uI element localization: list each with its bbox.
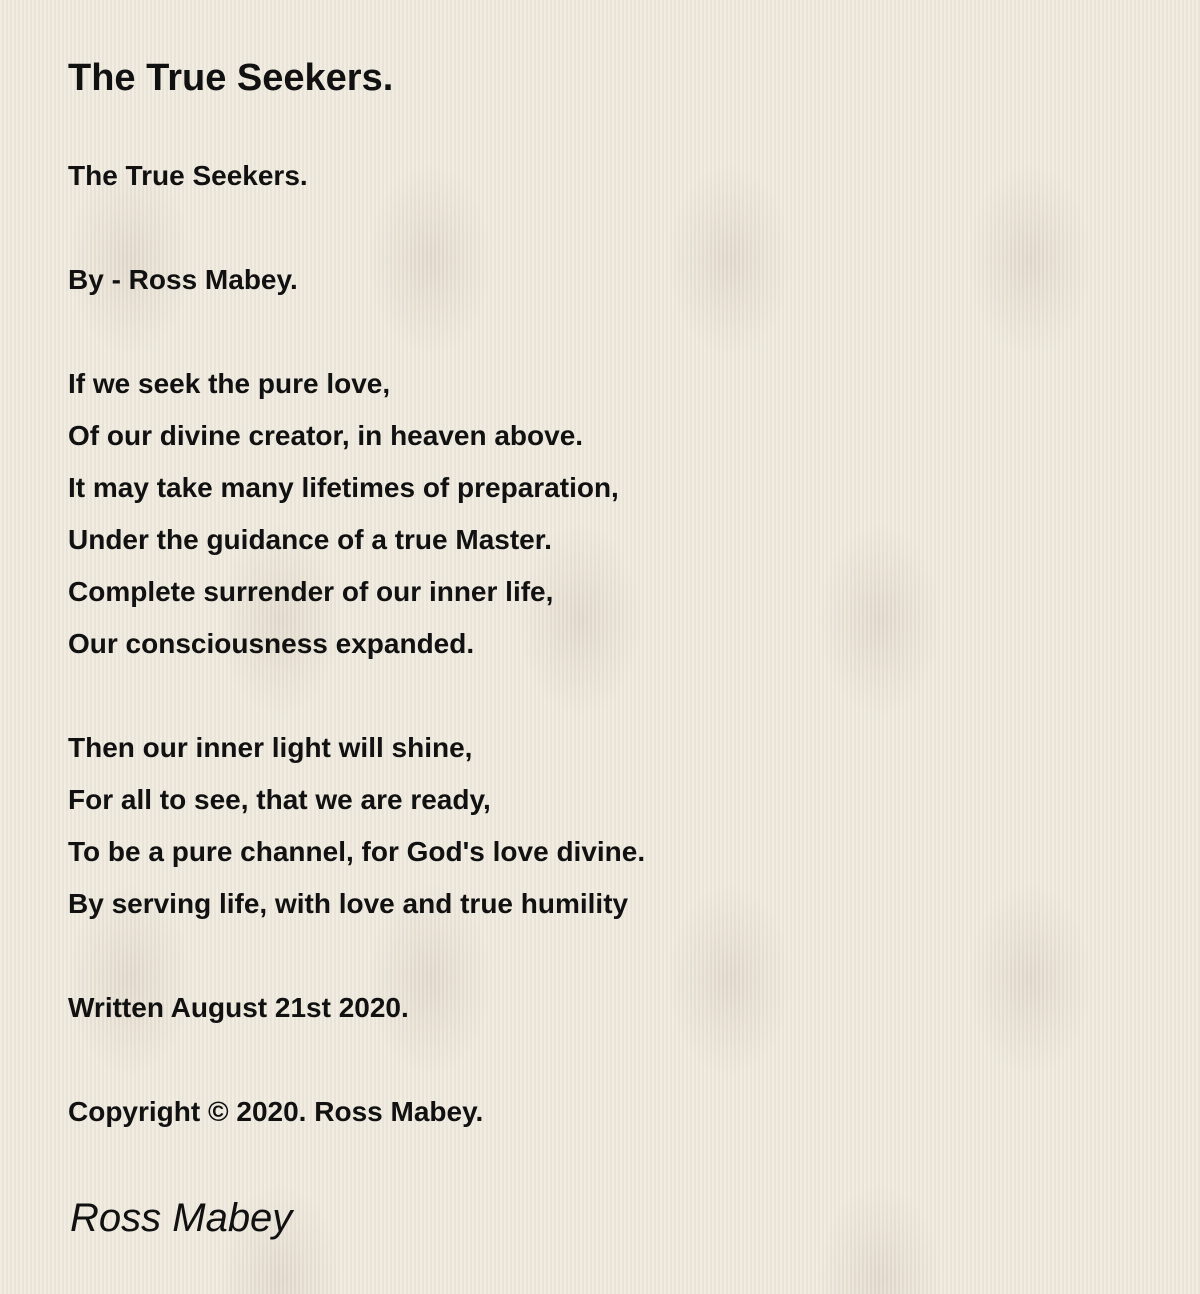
poem-line: Under the guidance of a true Master. (68, 524, 552, 555)
poem-line-subtitle: The True Seekers. (68, 160, 308, 191)
poem-line: Of our divine creator, in heaven above. (68, 420, 584, 451)
poem-line-copyright: Copyright © 2020. Ross Mabey. (68, 1096, 484, 1127)
poem-line: Our consciousness expanded. (68, 628, 475, 659)
poem-line-blank (68, 670, 645, 722)
poem-line-blank (68, 202, 645, 254)
poem-body (68, 150, 645, 1138)
poem-line-blank (68, 930, 645, 982)
poem-line: By serving life, with love and true humility (68, 888, 629, 919)
poem-line: For all to see, that we are ready, (68, 784, 491, 815)
poem-line: It may take many lifetimes of preparation, (68, 472, 619, 503)
poem-line: If we seek the pure love, (68, 368, 391, 399)
author-name: Ross Mabey (70, 1196, 293, 1240)
poem-line: Complete surrender of our inner life, (68, 576, 554, 607)
poem-line: Then our inner light will shine, (68, 732, 473, 763)
poem-title: The True Seekers. (68, 57, 394, 99)
poem-line-blank (68, 306, 645, 358)
poem-line-byline: By - Ross Mabey. (68, 264, 298, 295)
poem-line-blank (68, 1034, 645, 1086)
poem-line-written-date: Written August 21st 2020. (68, 992, 409, 1023)
poem-line: To be a pure channel, for God's love divine. (68, 836, 646, 867)
